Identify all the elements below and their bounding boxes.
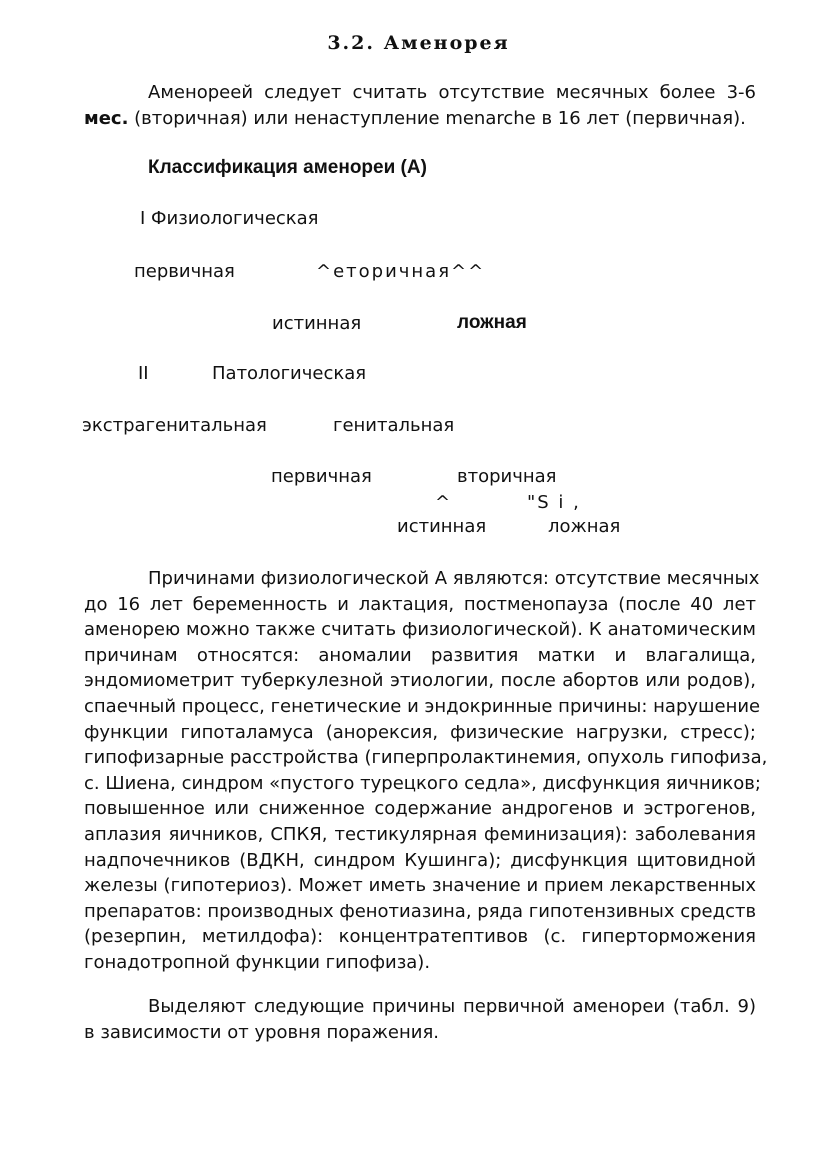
- genital-secondary-label: вторичная: [457, 466, 557, 487]
- causes-line: функции гипоталамуса (анорексия, физические нагрузки, стресс);: [84, 721, 756, 743]
- causes-line: (резерпин, метилдофа): концентратептивов (с. гиперторможения: [84, 926, 756, 948]
- intro-line-1: Аменореей следует считать отсутствие месячных более 3-6: [148, 82, 756, 103]
- genital-label: генитальная: [333, 415, 455, 436]
- causes-line: спаечный процесс, генетические и эндокринные причины: нарушение: [84, 695, 761, 717]
- causes-line: до 16 лет беременность и лактация, постменопауза (после 40 лет: [84, 593, 756, 615]
- physiological-label: I Физиологическая: [140, 208, 319, 229]
- intro-bold-term: мес.: [84, 107, 129, 129]
- intro-line-2-rest: (вторичная) или ненаступление menarche в 16 лет (первичная).: [128, 107, 746, 129]
- scan-artifact-left: ^: [435, 492, 451, 513]
- closing-paragraph: [84, 994, 756, 1045]
- causes-line: препаратов: производных фенотиазина, ряда гипотензивных средств: [84, 900, 757, 922]
- physio-true-label: истинная: [272, 313, 362, 334]
- causes-line: аменорею можно также считать физиологической). К анатомическим: [84, 619, 756, 641]
- causes-line: надпочечников (ВДКН, синдром Кушинга); дисфункция щитовидной: [84, 849, 756, 871]
- physio-false-label: ложная: [457, 312, 527, 333]
- causes-line: гипофизарные расстройства (гиперпролактинемия, опухоль гипофиза,: [84, 747, 768, 769]
- causes-line: аплазия яичников, СПКЯ, тестикулярная феминизация): заболевания: [84, 823, 756, 845]
- causes-line: повышенное или сниженное содержание андрогенов и эстрогенов,: [84, 798, 756, 820]
- causes-line: Причинами физиологической А являются: отсутствие месячных: [148, 568, 760, 589]
- pathological-label: Патологическая: [212, 363, 367, 384]
- section-heading: 3.2. Аменорея: [327, 32, 510, 54]
- closing-line: Выделяют следующие причины первичной аменореи (табл. 9): [148, 996, 756, 1017]
- genital-true-label: истинная: [397, 516, 487, 537]
- causes-line: эндомиометрит туберкулезной этиологии, после абортов или родов),: [84, 670, 756, 692]
- intro-line-2: [84, 106, 756, 132]
- extragenital-label: экстрагенитальная: [82, 415, 267, 436]
- intro-paragraph: [84, 80, 756, 131]
- genital-false-label: ложная: [548, 516, 621, 537]
- causes-line: причинам относятся: аномалии развития матки и влагалища,: [84, 644, 756, 666]
- scan-artifact-right: "S i ,: [527, 492, 581, 513]
- physio-primary-label: первичная: [134, 261, 235, 282]
- genital-primary-label: первичная: [271, 466, 372, 487]
- classification-title: Классификация аменореи (А): [148, 157, 427, 178]
- physio-secondary-label: ^еторичная^^: [316, 261, 486, 282]
- causes-paragraph: [84, 566, 768, 976]
- pathological-number: II: [138, 363, 149, 384]
- causes-line: гонадотропной функции гипофиза).: [84, 951, 431, 973]
- causes-line: с. Шиена, синдром «пустого турецкого седла», дисфункция яичников;: [84, 772, 761, 794]
- causes-line: железы (гипотериоз). Может иметь значение и прием лекарственных: [84, 875, 756, 897]
- closing-line: в зависимости от уровня поражения.: [84, 1021, 440, 1043]
